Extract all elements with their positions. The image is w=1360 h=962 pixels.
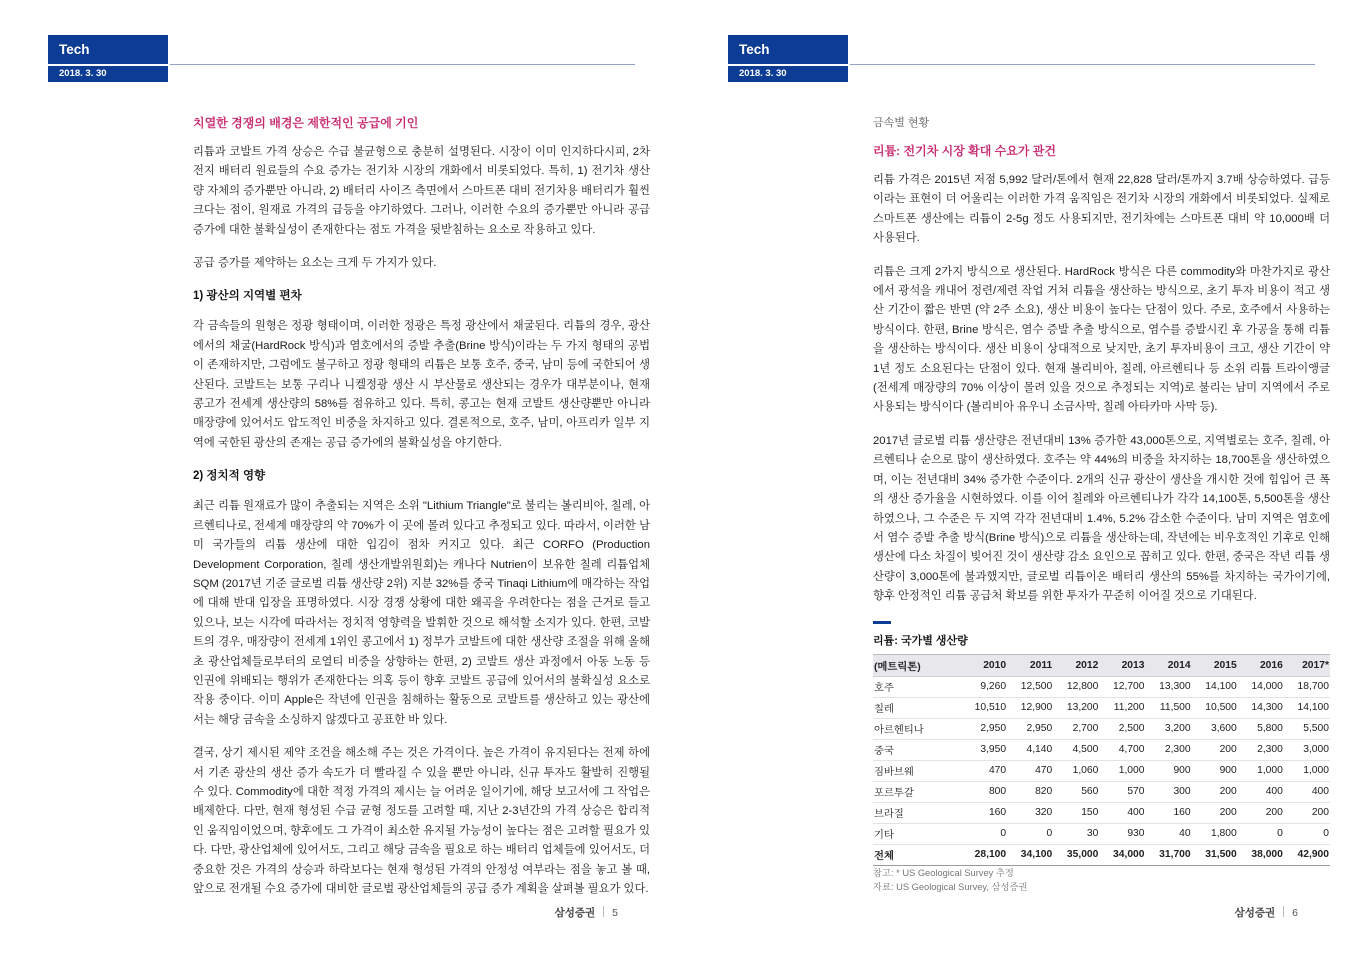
table-cell: 3,000 bbox=[1284, 739, 1330, 760]
table-cell: 820 bbox=[1007, 781, 1053, 802]
table-cell: 28,100 bbox=[961, 844, 1007, 865]
paragraph-lithium-price: 리튬 가격은 2015년 저점 5,992 달러/톤에서 현재 22,828 달러/톤까지 3.7배 상승하였다. 급등이라는 표현이 더 어울리는 이러한 가격 움직임은 전기차 시장의 개화에서 비롯되었다. 실제로 스마트폰 생산에는 리튬이 2-5g 정도 사용되지만, 전기차에는 스마트폰 대비 약 10,000배 더 사용된다. bbox=[873, 174, 1330, 245]
table-cell: 42,900 bbox=[1284, 844, 1330, 865]
table-cell: 9,260 bbox=[961, 676, 1007, 697]
section-heading-supply: 치열한 경쟁의 배경은 제한적인 공급에 기인 bbox=[193, 116, 419, 130]
report-date-label: 2018. 3. 30 bbox=[48, 66, 168, 82]
table-row-label: 중국 bbox=[873, 739, 961, 760]
table-cell: 400 bbox=[1284, 781, 1330, 802]
table-cell: 2,300 bbox=[1238, 739, 1284, 760]
paragraph-lithium-production: 2017년 글로벌 리튬 생산량은 전년대비 13% 증가한 43,000톤으로, 지역별로는 호주, 칠레, 아르헨티나 순으로 많이 생산하였다. 호주는 약 44%의 비중을 차지하는 18,700톤을 생산하였으며, 이는 전년대비 34% 증가한 수준이다. 2개의 신규 광산이 생산을 개시한 것에 힘입어 큰 폭의 생산 증가율을 시현하였다. 이를 이어 칠레와 아르헨티나가 각각 14,100톤, 5,500톤을 생산하였으나, 그 수준은 두 지역 각각 전년대비 1.4%, 5.2% 감소한 수준이다. 남미 지역은 염호에서 염수 증발 추출 방식(Brine 방식)으로 리튬을 생산하는데, 작년에는 비우호적인 기후로 인해 생산에 다소 차질이 빚어진 것이 생산량 감소 요인으로 꼽히고 있다. 한편, 중국은 작년 리튬 생산량이 3,000톤에 불과했지만, 글로벌 리튬이온 배터리 생산의 55%를 차지하는 국가이기에, 향후 안정적인 리튬 공급처 확보를 위한 투자가 꾸준히 이어질 것으로 기대된다. bbox=[873, 434, 1330, 603]
report-page-6 bbox=[680, 0, 1360, 962]
table-cell: 18,700 bbox=[1284, 676, 1330, 697]
left-page-content bbox=[193, 114, 650, 913]
header-rule bbox=[170, 64, 635, 65]
table-cell: 400 bbox=[1099, 802, 1145, 823]
table-cell: 570 bbox=[1099, 781, 1145, 802]
footer-divider bbox=[1283, 906, 1284, 917]
footer-brand: 삼성증권 bbox=[554, 907, 596, 919]
table-row-label: 아르헨티나 bbox=[873, 718, 961, 739]
table-cell: 200 bbox=[1238, 802, 1284, 823]
table-cell: 160 bbox=[1146, 802, 1192, 823]
table-cell: 38,000 bbox=[1238, 844, 1284, 865]
table-cell: 14,100 bbox=[1284, 697, 1330, 718]
table-cell: 31,700 bbox=[1146, 844, 1192, 865]
table-cell: 2,700 bbox=[1053, 718, 1099, 739]
table-row-label: 브라질 bbox=[873, 802, 961, 823]
table-year-header: 2011 bbox=[1007, 654, 1053, 676]
table-cell: 320 bbox=[1007, 802, 1053, 823]
table-cell: 0 bbox=[961, 823, 1007, 844]
table-cell: 2,300 bbox=[1146, 739, 1192, 760]
page-footer bbox=[873, 905, 1330, 920]
table-row bbox=[873, 718, 1330, 739]
table-row bbox=[873, 676, 1330, 697]
table-cell: 1,000 bbox=[1099, 760, 1145, 781]
paragraph-regional-bias: 각 금속들의 원형은 정광 형태이며, 이러한 정광은 특정 광산에서 채굴된다. 리튬의 경우, 광산에서의 채굴(HardRock 방식)과 염호에서의 증발 추출(Brine 방식)이라는 두 가지 형태의 공법이 존재하지만, 그럼에도 불구하고 정광 형태의 리튬은 보통 호주, 중국, 남미 등에 국한되어 생산된다. 코발트는 보통 구리나 니켈정광 생산 시 부산물로 생산되는 경우가 대부분이나, 현재 콩고가 전세계 생산량의 58%를 점유하고 있다. 특히, 콩고는 현재 코발트 생산량뿐만 아니라 매장량에 있어서도 압도적인 비중을 차지하고 있다. 결론적으로, 호주, 남미, 아프리카 일부 지역에 국한된 광산의 존재는 공급 증가에의 불확실성을 야기한다. bbox=[193, 320, 650, 449]
table-cell: 31,500 bbox=[1192, 844, 1238, 865]
table-row bbox=[873, 697, 1330, 718]
table-cell: 0 bbox=[1007, 823, 1053, 844]
paragraph-supply-note: 공급 증가를 제약하는 요소는 크게 두 가지가 있다. bbox=[193, 257, 437, 270]
table-cell: 470 bbox=[961, 760, 1007, 781]
table-cell: 200 bbox=[1284, 802, 1330, 823]
table-cell: 4,140 bbox=[1007, 739, 1053, 760]
footer-brand: 삼성증권 bbox=[1234, 907, 1276, 919]
section-label-metals: 금속별 현황 bbox=[873, 117, 930, 129]
table-cell: 200 bbox=[1192, 739, 1238, 760]
table-cell: 11,500 bbox=[1146, 697, 1192, 718]
table-cell: 30 bbox=[1053, 823, 1099, 844]
table-cell: 2,950 bbox=[961, 718, 1007, 739]
lithium-production-table bbox=[873, 654, 1330, 866]
table-cell: 3,600 bbox=[1192, 718, 1238, 739]
table-title: 리튬: 국가별 생산량 bbox=[873, 634, 968, 647]
page-footer bbox=[193, 905, 650, 920]
footer-page-number: 6 bbox=[1292, 907, 1298, 919]
table-cell: 1,000 bbox=[1284, 760, 1330, 781]
table-cell: 930 bbox=[1099, 823, 1145, 844]
table-cell: 35,000 bbox=[1053, 844, 1099, 865]
table-year-header: 2013 bbox=[1099, 654, 1145, 676]
table-total-row bbox=[873, 844, 1330, 865]
table-cell: 14,100 bbox=[1192, 676, 1238, 697]
table-row bbox=[873, 781, 1330, 802]
table-note-reference: 참고: * US Geological Survey 추정 bbox=[873, 867, 1014, 878]
report-date-label: 2018. 3. 30 bbox=[728, 66, 848, 82]
table-cell: 13,300 bbox=[1146, 676, 1192, 697]
table-year-header: 2014 bbox=[1146, 654, 1192, 676]
table-year-header: 2010 bbox=[961, 654, 1007, 676]
paragraph-intro: 리튬과 코발트 가격 상승은 수급 불균형으로 충분히 설명된다. 시장이 이미 인지하다시피, 2차전지 배터리 원료들의 수요 증가는 전기차 시장의 개화에서 비롯되었다. 특히, 1) 전기차 생산량 자체의 증가뿐만 아니라, 2) 배터리 사이즈 측면에서 스마트폰 대비 전기차용 배터리가 훨씬 크다는 점이, 원재료 가격의 급등을 야기하였다. 그러나, 이러한 수요의 증가뿐만 아니라 공급 증가에 대한 불확실성이 존재한다는 점도 가격을 뒷받침하는 요소로 작용하고 있다. bbox=[193, 146, 650, 236]
table-cell: 3,200 bbox=[1146, 718, 1192, 739]
header-rule bbox=[850, 64, 1315, 65]
table-cell: 900 bbox=[1146, 760, 1192, 781]
table-accent-dash bbox=[873, 621, 891, 624]
table-row-label: 포르투갈 bbox=[873, 781, 961, 802]
table-cell: 14,000 bbox=[1238, 676, 1284, 697]
production-table-body bbox=[873, 676, 1330, 865]
table-cell: 4,700 bbox=[1099, 739, 1145, 760]
paragraph-closing: 결국, 상기 제시된 제약 조건을 해소해 주는 것은 가격이다. 높은 가격이 유지된다는 전제 하에서 기존 광산의 생산 증가 속도가 더 빨라질 수 있을 뿐만 아니라, 신규 투자도 활발히 진행될 수 있다. Commodity에 대한 적정 가격의 제시는 늘 어려운 일이기에, 해당 보고서에 그 작업은 배제한다. 다만, 현재 형성된 수급 균형 정도를 고려할 때, 지난 2-3년간의 가격 상승은 합리적인 움직임이었으며, 향후에도 그 가격이 최소한 유지될 가능성이 높다는 점은 고려할 필요가 있다. 다만, 광산업체에 있어서도, 그리고 해당 금속을 필요로 하는 배터리 업체들에 있어서도, 더 중요한 것은 가격의 상승과 하락보다는 현재 형성된 가격의 안정성 여부라는 점을 놓고 볼 때, 앞으로 전개될 수요 증가에 대비한 글로벌 광산업체들의 공급 증가 계획을 살펴볼 필요가 있다. bbox=[193, 747, 650, 895]
table-note-source: 자료: US Geological Survey, 삼성증권 bbox=[873, 882, 1028, 893]
sub-heading-regional-bias: 1) 광산의 지역별 편차 bbox=[193, 290, 302, 303]
table-cell: 560 bbox=[1053, 781, 1099, 802]
table-cell: 160 bbox=[961, 802, 1007, 823]
table-row bbox=[873, 823, 1330, 844]
paragraph-political: 최근 리튬 원재료가 많이 추출되는 지역은 소위 "Lithium Triangle"로 불리는 볼리비아, 칠레, 아르헨티나로, 전세계 매장량의 약 70%가 이 곳에 몰려 있다고 추정되고 있다. 따라서, 이러한 남미 국가들의 리튬 생산에 대한 입김이 점차 커지고 있다. 최근 CORFO (Production Development Corporation, 칠레 생산개발위원회)는 캐나다 Nutrien이 보유한 칠레 리튬업체 SQM (2017년 기준 글로벌 리튬 생산량 2위) 지분 32%를 중국 Tinaqi Lithium에 매각하는 작업에 대해 반대 입장을 표명하였다. 시장 경쟁 상황에 대한 왜곡을 우려한다는 점을 근거로 들고 있으나, 보는 시각에 따라서는 정치적 영향력을 발휘한 것으로 해석할 소지가 있다. 한편, 코발트의 경우, 매장량이 전세계 1위인 콩고에서 1) 정부가 코발트에 대한 생산량 조절을 위해 올해 초 광산업체들로부터의 로열티 비중을 상향하는 한편, 2) 코발트 생산 과정에서 아동 노동 등 인권에 위배되는 행위가 존재한다는 의혹 등이 향후 코발트 공급에 있어서의 불확실성 요소로 작용 중이다. 이미 Apple은 작년에 인권을 침해하는 활동으로 코발트를 생산하고 있는 광산에서는 해당 금속을 소싱하지 않겠다고 공표한 바 있다. bbox=[193, 500, 650, 726]
table-cell: 200 bbox=[1192, 781, 1238, 802]
table-cell: 10,500 bbox=[1192, 697, 1238, 718]
table-cell: 4,500 bbox=[1053, 739, 1099, 760]
right-page-content bbox=[873, 114, 1330, 895]
table-cell: 12,800 bbox=[1053, 676, 1099, 697]
table-cell: 2,950 bbox=[1007, 718, 1053, 739]
table-cell: 0 bbox=[1284, 823, 1330, 844]
table-cell: 800 bbox=[961, 781, 1007, 802]
table-cell: 200 bbox=[1192, 802, 1238, 823]
table-cell: 1,800 bbox=[1192, 823, 1238, 844]
table-cell: 12,700 bbox=[1099, 676, 1145, 697]
table-row-label: 전체 bbox=[873, 844, 961, 865]
table-cell: 2,500 bbox=[1099, 718, 1145, 739]
lithium-production-table-block bbox=[873, 621, 1330, 895]
table-cell: 400 bbox=[1238, 781, 1284, 802]
table-cell: 470 bbox=[1007, 760, 1053, 781]
table-row bbox=[873, 739, 1330, 760]
table-cell: 11,200 bbox=[1099, 697, 1145, 718]
report-category-block bbox=[728, 35, 848, 82]
section-heading-lithium: 리튬: 전기차 시장 확대 수요가 관건 bbox=[873, 144, 1056, 158]
table-cell: 300 bbox=[1146, 781, 1192, 802]
table-cell: 1,060 bbox=[1053, 760, 1099, 781]
table-cell: 0 bbox=[1238, 823, 1284, 844]
table-year-header: 2015 bbox=[1192, 654, 1238, 676]
table-row-label: 호주 bbox=[873, 676, 961, 697]
table-row-label: 칠레 bbox=[873, 697, 961, 718]
table-row bbox=[873, 802, 1330, 823]
report-category-block bbox=[48, 35, 168, 82]
footer-divider bbox=[603, 906, 604, 917]
table-row-label: 짐바브웨 bbox=[873, 760, 961, 781]
production-table-header-row bbox=[873, 654, 1330, 676]
table-year-header: 2012 bbox=[1053, 654, 1099, 676]
table-row bbox=[873, 760, 1330, 781]
table-cell: 150 bbox=[1053, 802, 1099, 823]
table-cell: 12,500 bbox=[1007, 676, 1053, 697]
table-cell: 34,000 bbox=[1099, 844, 1145, 865]
table-cell: 14,300 bbox=[1238, 697, 1284, 718]
table-year-header: 2016 bbox=[1238, 654, 1284, 676]
table-cell: 1,000 bbox=[1238, 760, 1284, 781]
report-category-label: Tech bbox=[728, 35, 848, 64]
table-unit-header: (메트릭톤) bbox=[873, 654, 961, 676]
table-cell: 34,100 bbox=[1007, 844, 1053, 865]
sub-heading-political: 2) 정치적 영향 bbox=[193, 470, 266, 483]
table-cell: 10,510 bbox=[961, 697, 1007, 718]
paragraph-lithium-methods: 리튬은 크게 2가지 방식으로 생산된다. HardRock 방식은 다른 commodity와 마찬가지로 광산에서 광석을 캐내어 정련/제련 작업 거쳐 리튬을 생산하는 방식으로, 초기 투자 비용이 적고 생산 기간이 짧은 반면 (약 2주 소요), 생산 비용이 높다는 단점이 있다. 주로, 호주에서 사용하는 방식이다. 한편, Brine 방식은, 염수 증발 추출 방식으로, 염수를 증발시킨 후 가공을 통해 리튬을 생산하는 방식이다. 생산 비용이 상대적으로 낮지만, 초기 투자비용이 크고, 생산 기간이 약 1년 정도 소요된다는 단점이 있다. 현재 볼리비아, 칠레, 아르헨티나 등 소위 리튬 트라이앵글(전세계 매장량의 70% 이상이 몰려 있을 것으로 추정되는 지역)로 불리는 남미 지역에서 주로 사용되는 방식이다 (볼리비아 유우니 소금사막, 칠레 아타카마 사막 등). bbox=[873, 265, 1330, 414]
report-category-label: Tech bbox=[48, 35, 168, 64]
table-row-label: 기타 bbox=[873, 823, 961, 844]
table-year-header: 2017* bbox=[1284, 654, 1330, 676]
table-cell: 12,900 bbox=[1007, 697, 1053, 718]
table-cell: 3,950 bbox=[961, 739, 1007, 760]
table-cell: 900 bbox=[1192, 760, 1238, 781]
table-cell: 5,500 bbox=[1284, 718, 1330, 739]
table-cell: 5,800 bbox=[1238, 718, 1284, 739]
table-cell: 40 bbox=[1146, 823, 1192, 844]
table-cell: 13,200 bbox=[1053, 697, 1099, 718]
footer-page-number: 5 bbox=[612, 907, 618, 919]
